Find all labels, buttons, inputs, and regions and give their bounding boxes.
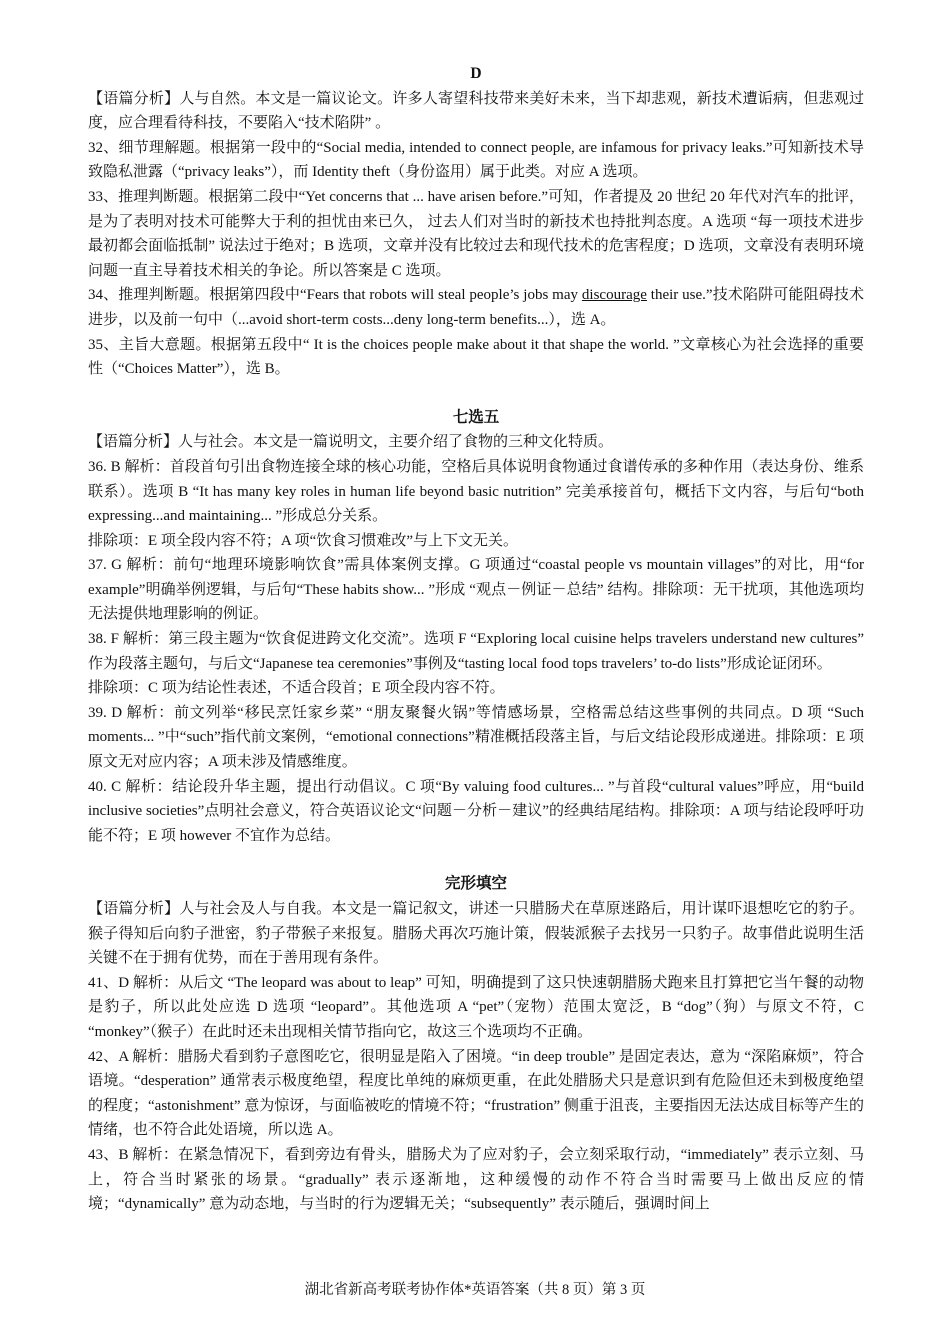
answer-34-text-b: their use.”技术陷阱可能阻碍技术进步，以及前一句中（...avoid short-term costs...deny long-term benefits...），选 A。 — [88, 287, 864, 328]
answer-page — [88, 62, 864, 1217]
answer-39: 39. D 解析：前文列举“移民烹饪家乡菜” “朋友聚餐火锅”等情感场景，空格需总结这些事例的共同点。D 项 “Such moments... ”中“such”指代前文案例，“emotional connections”精准概括段落主旨，与后文结论段形成递进。排除项：E 项原文无对应内容；A 项未涉及情感维度。 — [88, 704, 864, 771]
section-d-heading: D — [470, 65, 482, 82]
answer-36-exclusion: 排除项：E 项全段内容不符；A 项“饮食习惯难改”与上下文无关。 — [88, 532, 518, 549]
answer-38-exclusion: 排除项：C 项为结论性表述，不适合段首；E 项全段内容不符。 — [88, 680, 505, 697]
answer-34-keyword: discourage — [581, 287, 647, 304]
answer-41: 41、D 解析：从后文 “The leopard was about to leap” 可知，明确提到了这只快速朝腊肠犬跑来且打算把它当午餐的动物是豹子，所以此处应选 D 选项 “leopard”。其他选项 A “pet”（宠物）范围太宽泛，B “dog”（狗）与原文不符，C “monkey”（猴子）在此时还未出现相关情节指向它，故这三个选项均不正确。 — [88, 974, 864, 1040]
answer-43: 43、B 解析：在紧急情况下，看到旁边有骨头，腊肠犬为了应对豹子，会立刻采取行动，“immediately” 表示立刻、马上，符合当时紧张的场景。“gradually” 表示逐渐地，这种缓慢的动作不符合当时需要马上做出反应的情境；“dynamically” 意为动态地，与当时的行为逻辑无关；“subsequently” 表示随后，强调时间上 — [88, 1146, 864, 1213]
answer-38: 38. F 解析：第三段主题为“饮食促进跨文化交流”。选项 F “Exploring local cuisine helps travelers understand new cultures” 作为段落主题句，与后文“Japanese tea ceremonies”事例及“tasting local food tops travelers’ to-do lists”形成论证闭环。 — [88, 631, 864, 672]
answer-34-text-a: 34、推理判断题。根据第四段中“Fears that robots will steal people’s jobs may — [88, 287, 582, 304]
page-footer: 湖北省新高考联考协作体*英语答案（共 8 页）第 3 页 — [304, 1282, 646, 1298]
section-seven-analysis: 【语篇分析】人与社会。本文是一篇说明文，主要介绍了食物的三种文化特质。 — [88, 434, 614, 451]
answer-32: 32、细节理解题。根据第一段中的“Social media, intended to connect people, are infamous for privacy leaks.”可知新技术导致隐私泄露（“privacy leaks”），而 Identity theft（身份盗用）属于此类。对应 A 选项。 — [88, 139, 864, 181]
answer-35: 35、主旨大意题。根据第五段中“ It is the choices people make about it that shape the world. ”文章核心为社会选择的重要性（“Choices Matter”），选 B。 — [88, 336, 864, 378]
answer-40: 40. C 解析：结论段升华主题，提出行动倡议。C 项“By valuing food cultures... ”与首段“cultural values”呼应，用“build inclusive societies”点明社会意义，符合英语议论文“问题－分析－建议”的经典结尾结构。排除项：A 项与结论段呼吁功能不符；E 项 however 不宜作为总结。 — [88, 778, 864, 844]
answer-37: 37. G 解析：前句“地理环境影响饮食”需具体案例支撑。G 项通过“coastal people vs mountain villages”的对比，用“for example”明确举例逻辑，与后句“These habits show... ”形成 “观点－例证－总结” 结构。排除项：无干扰项，其他选项均无法提供地理影响的例证。 — [88, 557, 864, 623]
section-seven-heading: 七选五 — [452, 408, 500, 426]
answer-33: 33、推理判断题。根据第二段中“Yet concerns that ... have arisen before.”可知，作者提及 20 世纪 20 年代对汽车的批评，是为了表明对技术可能弊大于利的担忧由来已久， 过去人们对当时的新技术也持批判态度。A 选项 “每一项技术进步最初都会面临抵制” 说法过于绝对；B 选项，文章并没有比较过去和现代技术的危害程度；D 选项，文章没有表明环境问题一直主导着技术相关的争论。所以答案是 C 选项。 — [88, 188, 864, 279]
section-cloze-heading: 完形填空 — [444, 875, 507, 893]
answer-36: 36. B 解析：首段首句引出食物连接全球的核心功能，空格后具体说明食物通过食谱传承的多种作用（表达身份、维系联系）。选项 B “It has many key roles in human life beyond basic nutrition” 完美承接首句，概括下文内容，与后句“both expressing...and maintaining... ”形成总分关系。 — [88, 458, 864, 525]
answer-42: 42、A 解析：腊肠犬看到豹子意图吃它，很明显是陷入了困境。“in deep trouble” 是固定表达，意为 “深陷麻烦”，符合语境。“desperation” 通常表示极度绝望，程度比单纯的麻烦更重，在此处腊肠犬只是意识到有危险但还未到极度绝望的程度；“astonishment” 意为惊讶，与面临被吃的情境不符；“frustration” 侧重于沮丧，主要指因无法达成目标等产生的情绪，也不符合此处语境，所以选 A。 — [88, 1048, 864, 1139]
section-d-analysis: 【语篇分析】人与自然。本文是一篇议论文。许多人寄望科技带来美好未来，当下却悲观，新技术遭诟病，但悲观过度，应合理看待科技，不要陷入“技术陷阱” 。 — [88, 90, 864, 132]
answer-34 — [88, 283, 864, 332]
section-cloze-analysis: 【语篇分析】人与社会及人与自我。本文是一篇记叙文，讲述一只腊肠犬在草原迷路后，用计谋吓退想吃它的豹子。猴子得知后向豹子泄密，豹子带猴子来报复。腊肠犬再次巧施计策，假装派猴子去找另一只豹子。故事借此说明生活关键不在于拥有优势，而在于善用现有条件。 — [88, 901, 864, 967]
